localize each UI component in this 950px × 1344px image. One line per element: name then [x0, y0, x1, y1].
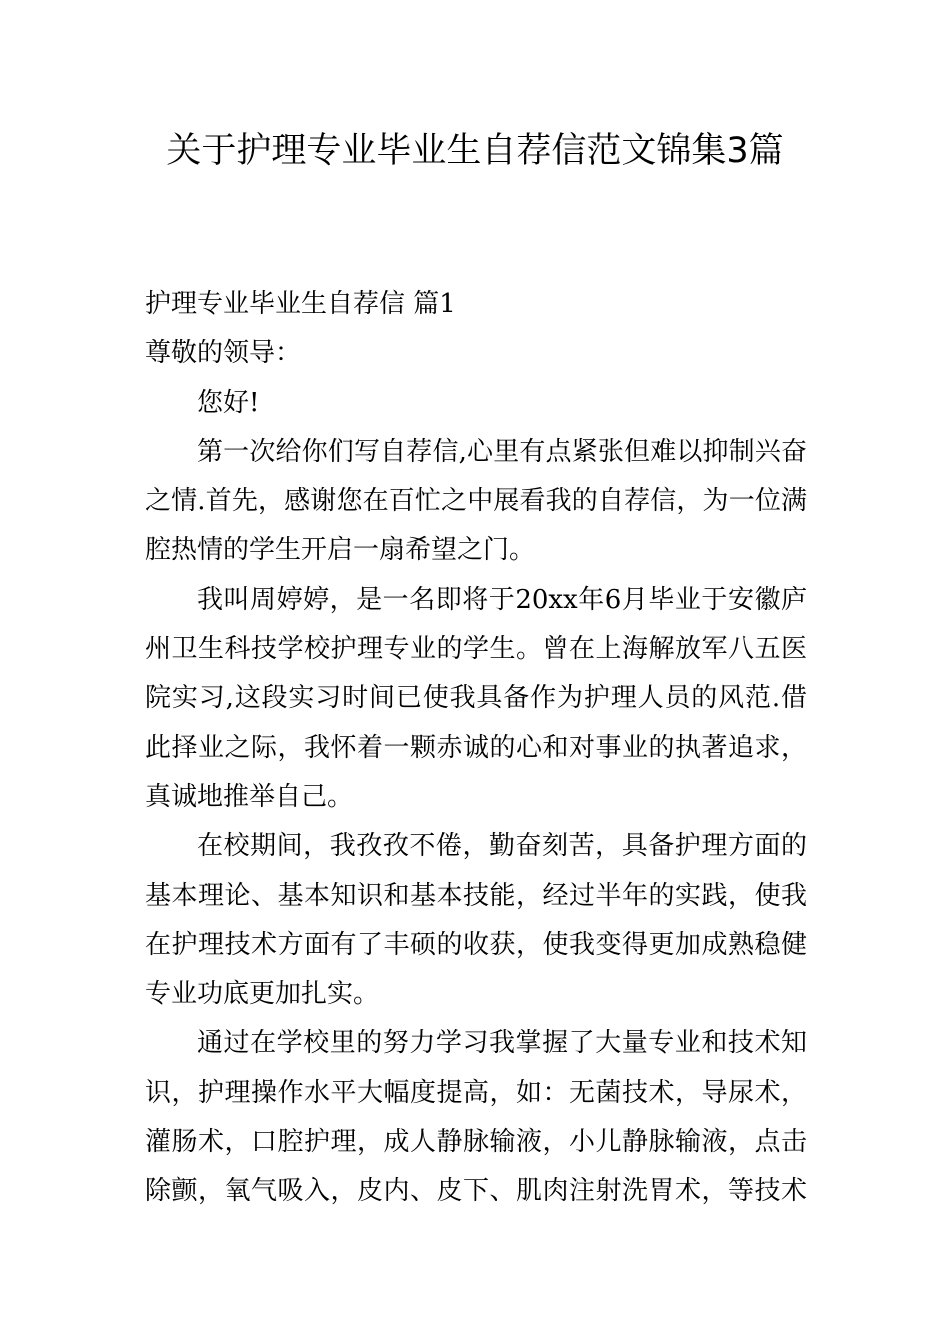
paragraph-line: 之情.首先，感谢您在百忙之中展看我的自荐信，为一位满	[145, 486, 807, 517]
paragraph	[145, 428, 807, 576]
paragraph-line: 真诚地推举自己。	[145, 781, 354, 812]
paragraph-line: 除颤，氧气吸入，皮内、皮下、肌肉注射洗胃术，等技术	[145, 1176, 807, 1207]
greeting: 您好!	[197, 387, 260, 418]
document-body	[145, 280, 807, 1217]
paragraph	[145, 576, 807, 822]
paragraph-line: 第一次给你们写自荐信,心里有点紧张但难以抑制兴奋	[197, 436, 807, 467]
salutation: 尊敬的领导：	[145, 338, 302, 369]
section-heading: 护理专业毕业生自荐信 篇1	[145, 289, 456, 319]
paragraph-line: 基本理论、基本知识和基本技能，经过半年的实践，使我	[145, 880, 807, 911]
paragraph-line: 在校期间，我孜孜不倦，勤奋刻苦，具备护理方面的	[197, 831, 807, 862]
paragraph-line: 我叫周婷婷，是一名即将于20xx年6月毕业于安徽庐	[197, 584, 807, 615]
paragraph-line: 院实习,这段实习时间已使我具备作为护理人员的风范.借	[145, 683, 807, 714]
paragraph-line: 腔热情的学生开启一扇希望之门。	[145, 535, 536, 566]
paragraph-line: 在护理技术方面有了丰硕的收获，使我变得更加成熟稳健	[145, 929, 807, 960]
paragraph	[145, 822, 807, 1019]
paragraph-line: 灌肠术，口腔护理，成人静脉输液，小儿静脉输液，点击	[145, 1127, 807, 1158]
document-title: 关于护理专业毕业生自荐信范文锦集3篇	[166, 131, 784, 171]
paragraph-line: 通过在学校里的努力学习我掌握了大量专业和技术知	[197, 1028, 807, 1059]
paragraph	[145, 1019, 807, 1216]
paragraph-line: 识，护理操作水平大幅度提高，如：无菌技术，导尿术，	[145, 1077, 807, 1108]
paragraph-line: 州卫生科技学校护理专业的学生。曾在上海解放军八五医	[145, 634, 807, 665]
paragraph-line: 专业功底更加扎实。	[145, 979, 380, 1010]
paragraph-line: 此择业之际，我怀着一颗赤诚的心和对事业的执著追求，	[145, 732, 807, 763]
